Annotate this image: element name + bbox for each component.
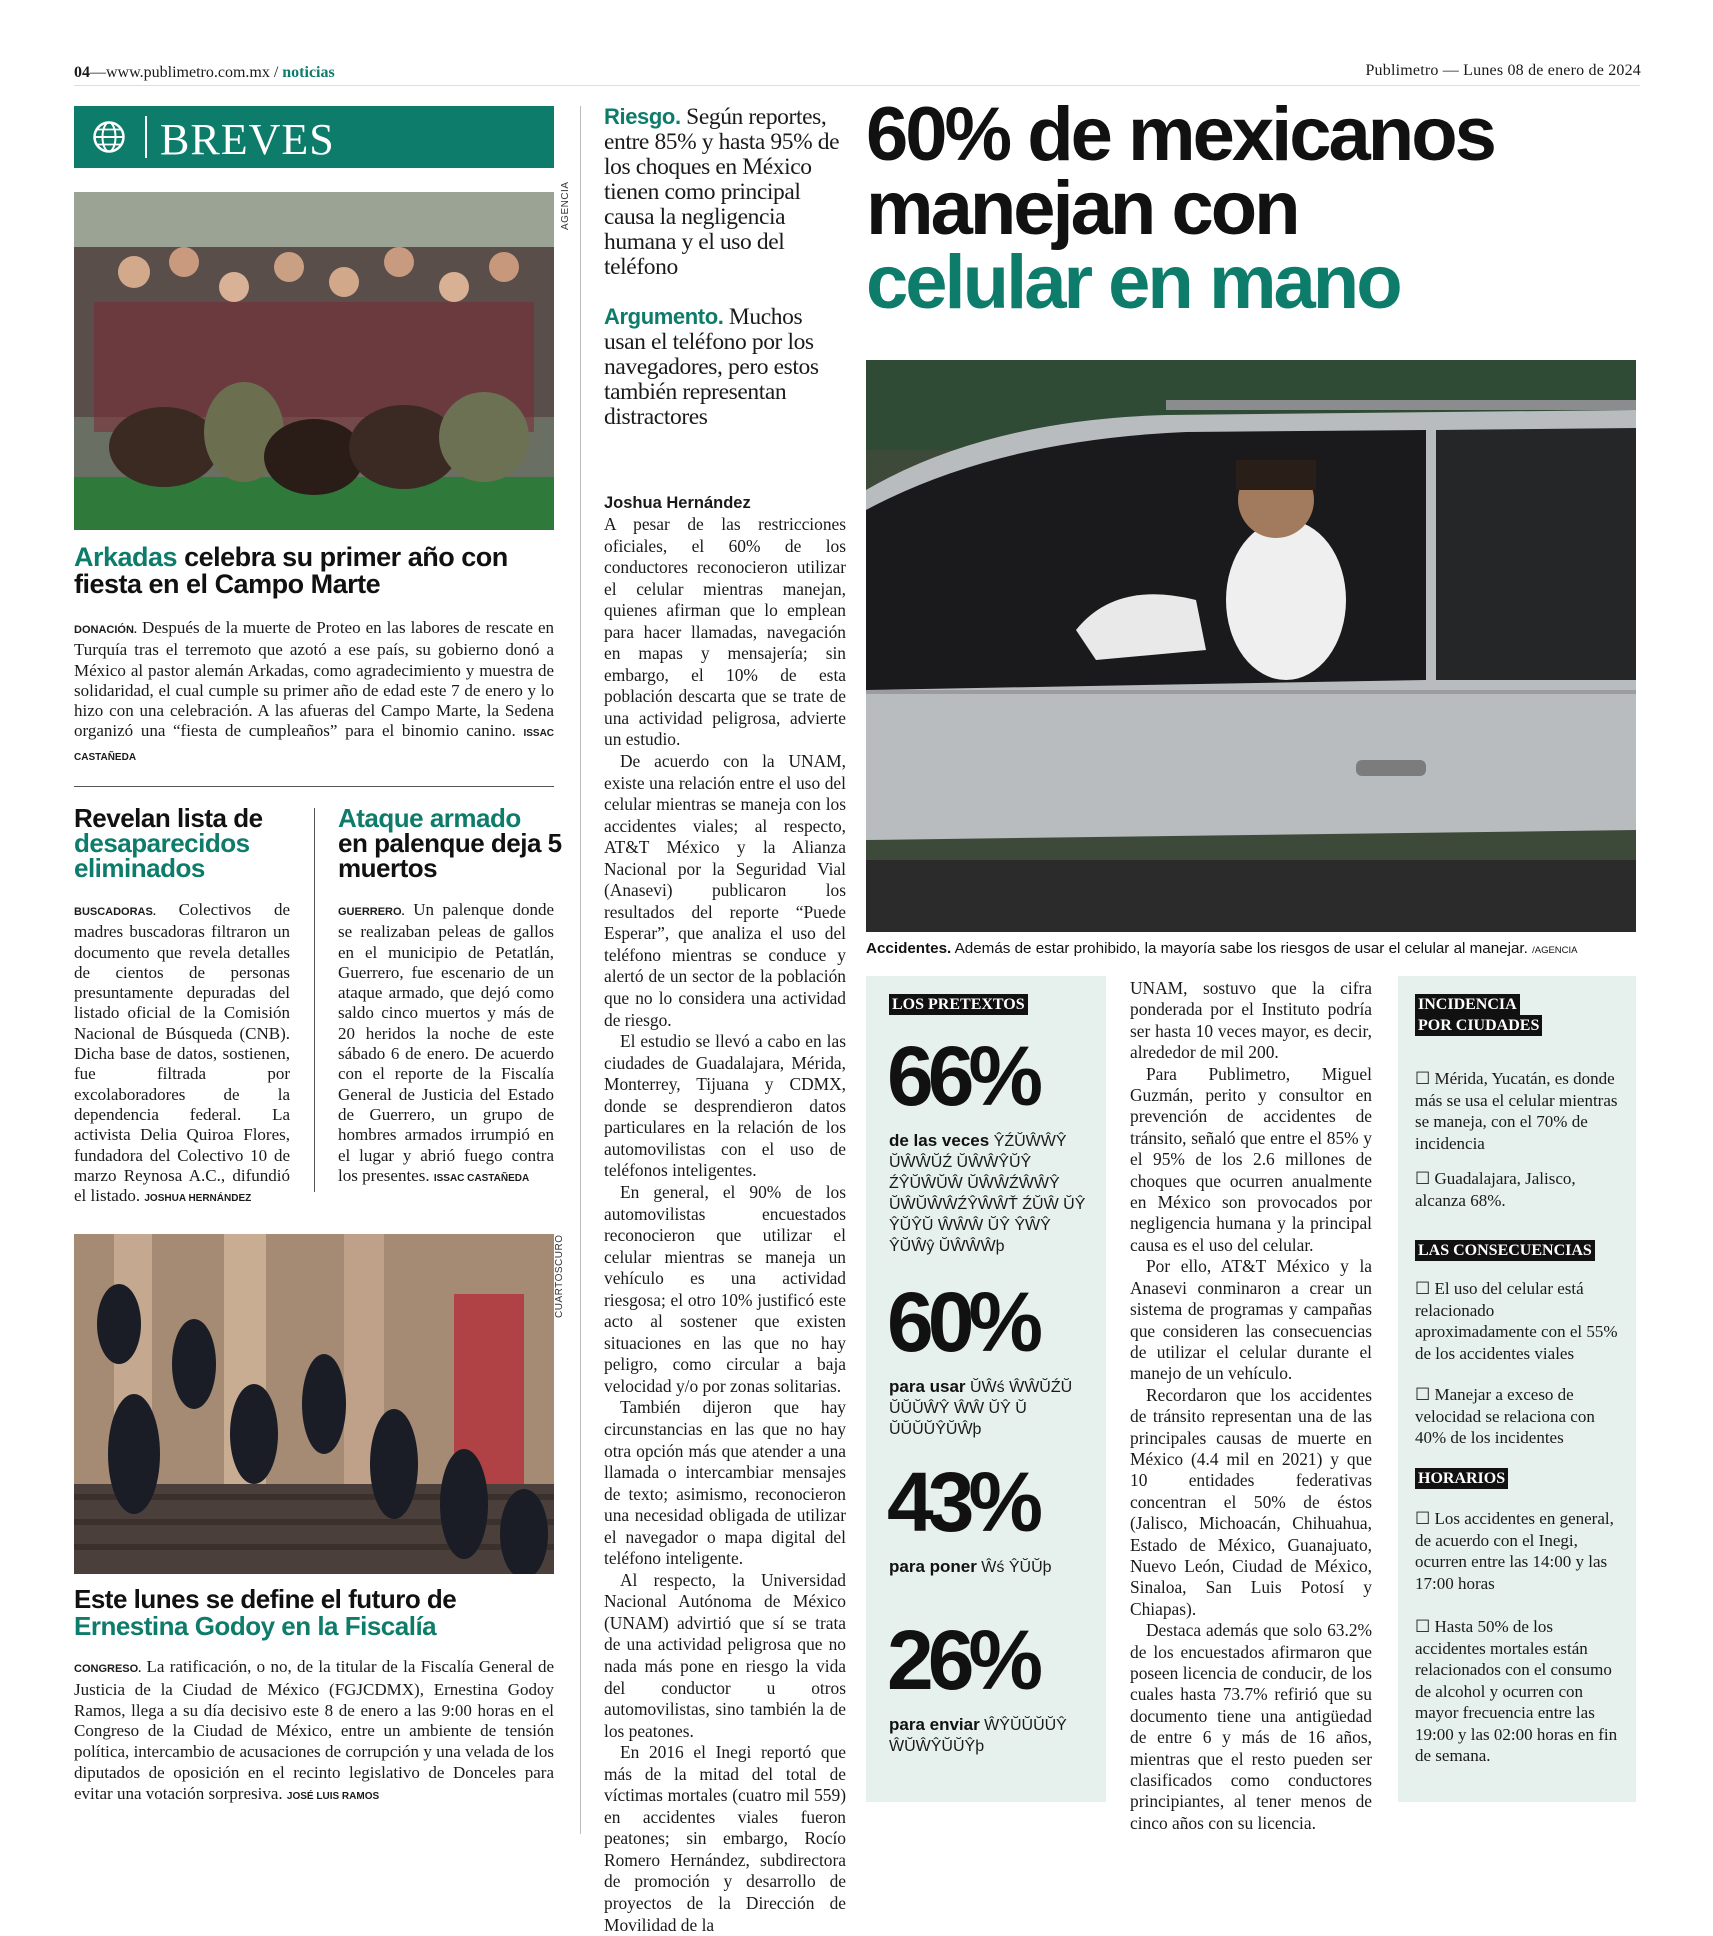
stat-label-66: [889, 1130, 1099, 1257]
photo-car-driver: [866, 360, 1636, 932]
story4-text: La ratificación, o no, de la titular de la Fiscalía General de Justicia de la Ciudad de México (FGJCDMX), Ernestina Godoy Ramos, llega a su día decisivo este 8 de enero a las 9:00 horas en el Congreso de la Ciudad de México, entre un ambiente de tensión política, intercambio de acusaciones de corrupción y una velada de los diputados de oposición en el recinto legislativo de Donceles para evitar una votación sorpresiva.: [74, 1657, 554, 1803]
page-header-right: Publimetro — Lunes 08 de enero de 2024: [1365, 62, 1641, 79]
header-rule: [74, 85, 1640, 86]
story3-headline-teal: Ataque armado: [338, 803, 521, 833]
header-url: —www.publimetro.com.mx /: [90, 64, 279, 81]
stat-label-text: para usar: [889, 1377, 966, 1396]
photo-fiscalia: [74, 1234, 554, 1574]
story1-text: Después de la muerte de Proteo en las labores de rescate en Turquía tras el terremoto que azotó a ese país, su gobierno donó a México al pastor alemán Arkadas, como agradecimiento y muestra de solidaridad, el cual cumple su primer año de edad este 7 de enero y lo hizo con una celebración. A las afueras del Campo Marte, la Sedena organizó una “fiesta de cumpleaños” para el binomio canino.: [74, 618, 554, 741]
story4-kicker: CONGRESO.: [74, 1663, 142, 1675]
pull-quote-riesgo-label: Riesgo.: [604, 104, 681, 129]
banner-divider: [145, 116, 147, 158]
photo-arkadas: [74, 192, 554, 530]
page-number: 04: [74, 64, 90, 81]
section-label: noticias: [282, 64, 335, 81]
story1-headline-rest: celebra su primer año con fiesta en el Campo Marte: [74, 542, 508, 599]
article-paragraph: De acuerdo con la UNAM, existe una relación entre el uso del celular mientras se maneja con los accidentes viales; al respecto, AT&T México y la Alianza Nacional por la Seguridad Vial (Anasevi) publicaron los resultados del reporte “Puede Esperar”, que analiza el uso del teléfono mientras se conduce y alertó de un sector de la población que no lo considera una actividad de riesgo.: [604, 751, 846, 1030]
stat-label-text: para enviar: [889, 1715, 980, 1734]
stat-label-text: de las veces: [889, 1131, 990, 1150]
article-paragraph: UNAM, sostuvo que la cifra ponderada por el Instituto podría ser hasta 10 veces mayor, es decir, alrededor de mil 200.: [1130, 978, 1372, 1063]
story1-headline: [74, 544, 564, 598]
story4-headline: [74, 1586, 564, 1640]
story3-text: Un palenque donde se realizaban peleas de gallos en el municipio de Petatlán, Guerrero, fue escenario de un ataque armado, que dejó como saldo cinco muertos y más de 20 heridos la noche de este sábado 6 de enero. De acuerdo con el reporte de la Fiscalía General de Justicia del Estado de Guerrero, un grupo de hombres armados irrumpió en el lugar y abrió fuego contra los presentes.: [338, 900, 554, 1185]
story2-body: [74, 900, 290, 1209]
stat-label-text: para poner: [889, 1557, 977, 1576]
stat-value-43: 43%: [887, 1455, 1038, 1549]
story3-byline: ISSAC CASTAÑEDA: [433, 1172, 530, 1184]
checkbox-icon: ☐: [1415, 1169, 1431, 1188]
story3-headline-black: en palenque deja 5 muertos: [338, 828, 562, 883]
article-paragraph: El estudio se llevó a cabo en las ciudades de Guadalajara, Mérida, Monterrey, Tijuana y CDMX, donde se desprendieron datos particulares en la relación de los automovilistas con el uso de teléfonos inteligentes.: [604, 1031, 846, 1181]
article-column-1: [604, 514, 846, 1936]
photo-fiscalia-illustration: [74, 1234, 554, 1574]
stat-label-60: [889, 1376, 1099, 1440]
story1-byline: ISSAC CASTAÑEDA: [74, 728, 555, 763]
pull-quote-argumento-label: Argumento.: [604, 304, 724, 329]
story3-kicker: GUERRERO.: [338, 906, 405, 918]
article-paragraph: También dijeron que hay circunstancias en las que no hay otra opción más que atender a una llamada o intercambiar mensajes de texto; asimismo, reconocieron una necesidad obligada de utilizar el navegador o mapa digital del teléfono inteligente.: [604, 1397, 846, 1569]
photo-credit-cuartoscuro: CUARTOSCURO: [554, 1234, 565, 1318]
story3-body: [338, 900, 554, 1189]
article-paragraph: Recordaron que los accidentes de tránsito representan una de las principales causas de muerte en México (4.4 mil en 2021) y que 10 entidades federativas concentran el 50% de éstos (Jalisco, Michoacán, Chihuahua, Estado de México, Guanajuato, Nuevo León, Ciudad de México, Sinaloa, San Luis Potosí y Chiapas).: [1130, 1384, 1372, 1619]
stat-value-26: 26%: [887, 1613, 1038, 1707]
breves-title: BREVES: [160, 115, 335, 164]
stat-value-60: 60%: [887, 1275, 1038, 1369]
photo-credit-agencia: AGENCIA: [560, 181, 571, 230]
sidebar-incidencia-title-2: POR CIUDADES: [1415, 1015, 1542, 1036]
article-paragraph: Por ello, AT&T México y la Anasevi conminaron a crear un sistema de programas y campañas que consideren las consecuencias de utilizar el celular durante el manejo de un vehículo.: [1130, 1256, 1372, 1384]
story1-body: [74, 618, 554, 768]
checkbox-icon: ☐: [1415, 1509, 1431, 1528]
main-headline-line-3: celular en mano: [866, 240, 1400, 325]
story4-body: [74, 1657, 554, 1808]
main-headline-line-1: 60% de mexicanos: [866, 92, 1494, 177]
stat-label-43: [889, 1556, 1099, 1578]
article-column-2: [1130, 978, 1372, 1834]
breves-vrule: [314, 808, 315, 1192]
pull-quote-argumento: [604, 304, 844, 430]
photo-caption: [866, 940, 1646, 957]
sidebar-consecuencias-title: [1415, 1240, 1595, 1261]
sidebar-horarios-item: ☐ Los accidentes en general, de acuerdo con el Inegi, ocurren entre las 14:00 y las 17:00 horas: [1415, 1509, 1614, 1593]
stat-garbled-text: ŶŹŬŴŴŶ ŬŴŴŬŹ ŬŴŴŶŬŶ ŹŶŬŴŬŴ ŬŴŴŹŴŴŶ ŬŴŬŴŴŹŶŴŴŤ ŹŬŴ ŬŶ ŶŬŶŬ ŴŴŴ ŬŶ ŶŴŶ ŶŬŴŷ ŬŴŴŴþ: [889, 1133, 1086, 1255]
sidebar-consecuencias-title-text: LAS CONSECUENCIAS: [1415, 1240, 1595, 1261]
photo-arkadas-illustration: [74, 192, 554, 530]
photo-caption-credit: /AGENCIA: [1532, 945, 1578, 956]
story2-text: Colectivos de madres buscadoras filtraron un documento que revela detalles de cientos de personas presuntamente depuradas del listado oficial de la Comisión Nacional de Búsqueda (CNB). Dicha base de datos, sostienen, fue filtrada por excolaboradores de la dependencia federal. La activista Delia Quiroa Flores, fundadora del Colectivo 10 de marzo Reynosa A.C., difundió el listado.: [74, 900, 290, 1206]
page-header-left: [74, 64, 335, 82]
stat-value-66: 66%: [887, 1029, 1038, 1123]
photo-caption-label: Accidentes.: [866, 940, 952, 957]
story2-headline-teal: desaparecidos eliminados: [74, 828, 250, 883]
checkbox-icon: ☐: [1415, 1279, 1431, 1298]
sidebar-consecuencias-item: ☐ Manejar a exceso de velocidad se relaciona con 40% de los incidentes: [1415, 1385, 1595, 1447]
article-paragraph: En general, el 90% de los automovilistas encuestados reconocieron que utilizar el celular mientras se maneja un vehículo es una actividad riesgosa; el otro 10% justificó este acto al sostener que existen situaciones en las que no hay peligro, como circular a baja velocidad y/o por zonas solitarias.: [604, 1181, 846, 1396]
main-headline-line-2: manejan con: [866, 166, 1298, 251]
article-paragraph: En 2016 el Inegi reportó que más de la mitad del total de víctimas mortales (cuatro mil 559) en accidentes viales fueron peatones; sin embargo, Rocío Romero Hernández, subdirectora de promoción y desarrollo de proyectos de la Dirección de Movilidad de la: [604, 1742, 846, 1935]
pull-quote-riesgo: [604, 104, 844, 280]
stats-title: LOS PRETEXTOS: [889, 994, 1028, 1015]
sidebar-incidencia-item: ☐ Guadalajara, Jalisco, alcanza 68%.: [1415, 1169, 1576, 1210]
article-author: Joshua Hernández: [604, 494, 751, 512]
story2-byline: JOSHUA HERNÁNDEZ: [144, 1193, 252, 1205]
article-paragraph: A pesar de las restricciones oficiales, el 60% de los conductores reconocieron utilizar el celular mientras manejan, quienes afirman que lo emplean para hacer llamadas, navegación en mapas y mensajería; sin embargo, el 10% de esta población descarta que se trate de una actividad peligrosa, advierte un estudio.: [604, 514, 846, 750]
photo-car-illustration: [866, 360, 1636, 932]
sidebar-consecuencias-item: ☐ El uso del celular está relacionado aproximadamente con el 55% de los accidentes viales: [1415, 1279, 1618, 1363]
sidebar-horarios-title: [1415, 1468, 1508, 1489]
sidebar-horarios-item: ☐ Hasta 50% de los accidentes mortales están relacionados con el consumo de alcohol y ocurren con mayor frecuencia entre las 19:00 y las 02:00 horas en fin de semana.: [1415, 1617, 1618, 1765]
article-paragraph: Para Publimetro, Miguel Guzmán, perito y consultor en prevención de accidentes de tránsito, señaló que entre el 85% y el 95% de los 2.6 millones de choques que ocurren anualmente en México son provocados por negligencia humana y la principal causa es el uso del celular.: [1130, 1063, 1372, 1255]
column-divider: [580, 106, 581, 1834]
stats-title-wrap: [889, 994, 1028, 1015]
sidebar-horarios-title-text: HORARIOS: [1415, 1468, 1508, 1489]
article-paragraph: Al respecto, la Universidad Nacional Autónoma de México (UNAM) advirtió que sí se trata de una actividad peligrosa que no nada más pone en riesgo la vida del conductor u otros automovilistas, sino también la de los peatones.: [604, 1569, 846, 1741]
photo-caption-text: Además de estar prohibido, la mayoría sabe los riesgos de usar el celular al manejar.: [951, 940, 1528, 957]
story1-headline-teal: Arkadas: [74, 542, 178, 572]
pull-quote-riesgo-text: Según reportes, entre 85% y hasta 95% de los choques en México tienen como principal causa la negligencia humana y el uso del teléfono: [604, 104, 840, 280]
story4-headline-black: Este lunes se define el futuro de: [74, 1584, 457, 1614]
sidebar-incidencia-item: ☐ Mérida, Yucatán, es donde más se usa el celular mientras se maneja, con el 70% de incidencia: [1415, 1069, 1618, 1153]
stat-garbled-text: ŬŴś ŴŴŬŹŬ ŬŬŬŴŶ ŴŴ ŬŶ Ŭ ŬŬŬŬŶŬŴþ: [889, 1379, 1073, 1438]
breves-banner: [74, 106, 554, 168]
sidebar-incidencia-title: [1415, 994, 1542, 1036]
story2-kicker: BUSCADORAS.: [74, 906, 156, 918]
main-headline: [866, 92, 1646, 325]
sidebar-incidencia-title-1: INCIDENCIA: [1415, 994, 1520, 1015]
checkbox-icon: ☐: [1415, 1385, 1431, 1404]
story4-headline-teal: Ernestina Godoy en la Fiscalía: [74, 1611, 437, 1641]
stat-label-26: [889, 1714, 1099, 1757]
checkbox-icon: ☐: [1415, 1069, 1431, 1088]
story2-headline-black: Revelan lista de: [74, 803, 263, 833]
stat-garbled-text: Ŵś ŶŬŬþ: [976, 1559, 1052, 1576]
story3-headline: [338, 803, 568, 883]
stat-garbled-text: ŴŶŬŬŬŬŶ ŴŬŴŶŬŬŶþ: [889, 1717, 1067, 1755]
checkbox-icon: ☐: [1415, 1617, 1431, 1636]
article-paragraph: Destaca además que solo 63.2% de los encuestados afirmaron que poseen licencia de conducir, de los cuales hasta 73.7% refirió que su documento tiene una antigüedad de entre 6 y más de 16 años, mientras que el resto pueden ser clasificados como conductores principiantes, al tener menos de cinco años con su licencia.: [1130, 1620, 1372, 1833]
story4-byline: JOSÉ LUIS RAMOS: [286, 1790, 380, 1802]
breves-rule-1: [74, 786, 554, 787]
pull-quote-argumento-text: Muchos usan el teléfono por los navegadores, pero estos también representan distractores: [604, 304, 819, 430]
story2-headline: [74, 803, 306, 883]
globe-icon: [92, 120, 126, 154]
story1-kicker: DONACIÓN.: [74, 624, 137, 636]
